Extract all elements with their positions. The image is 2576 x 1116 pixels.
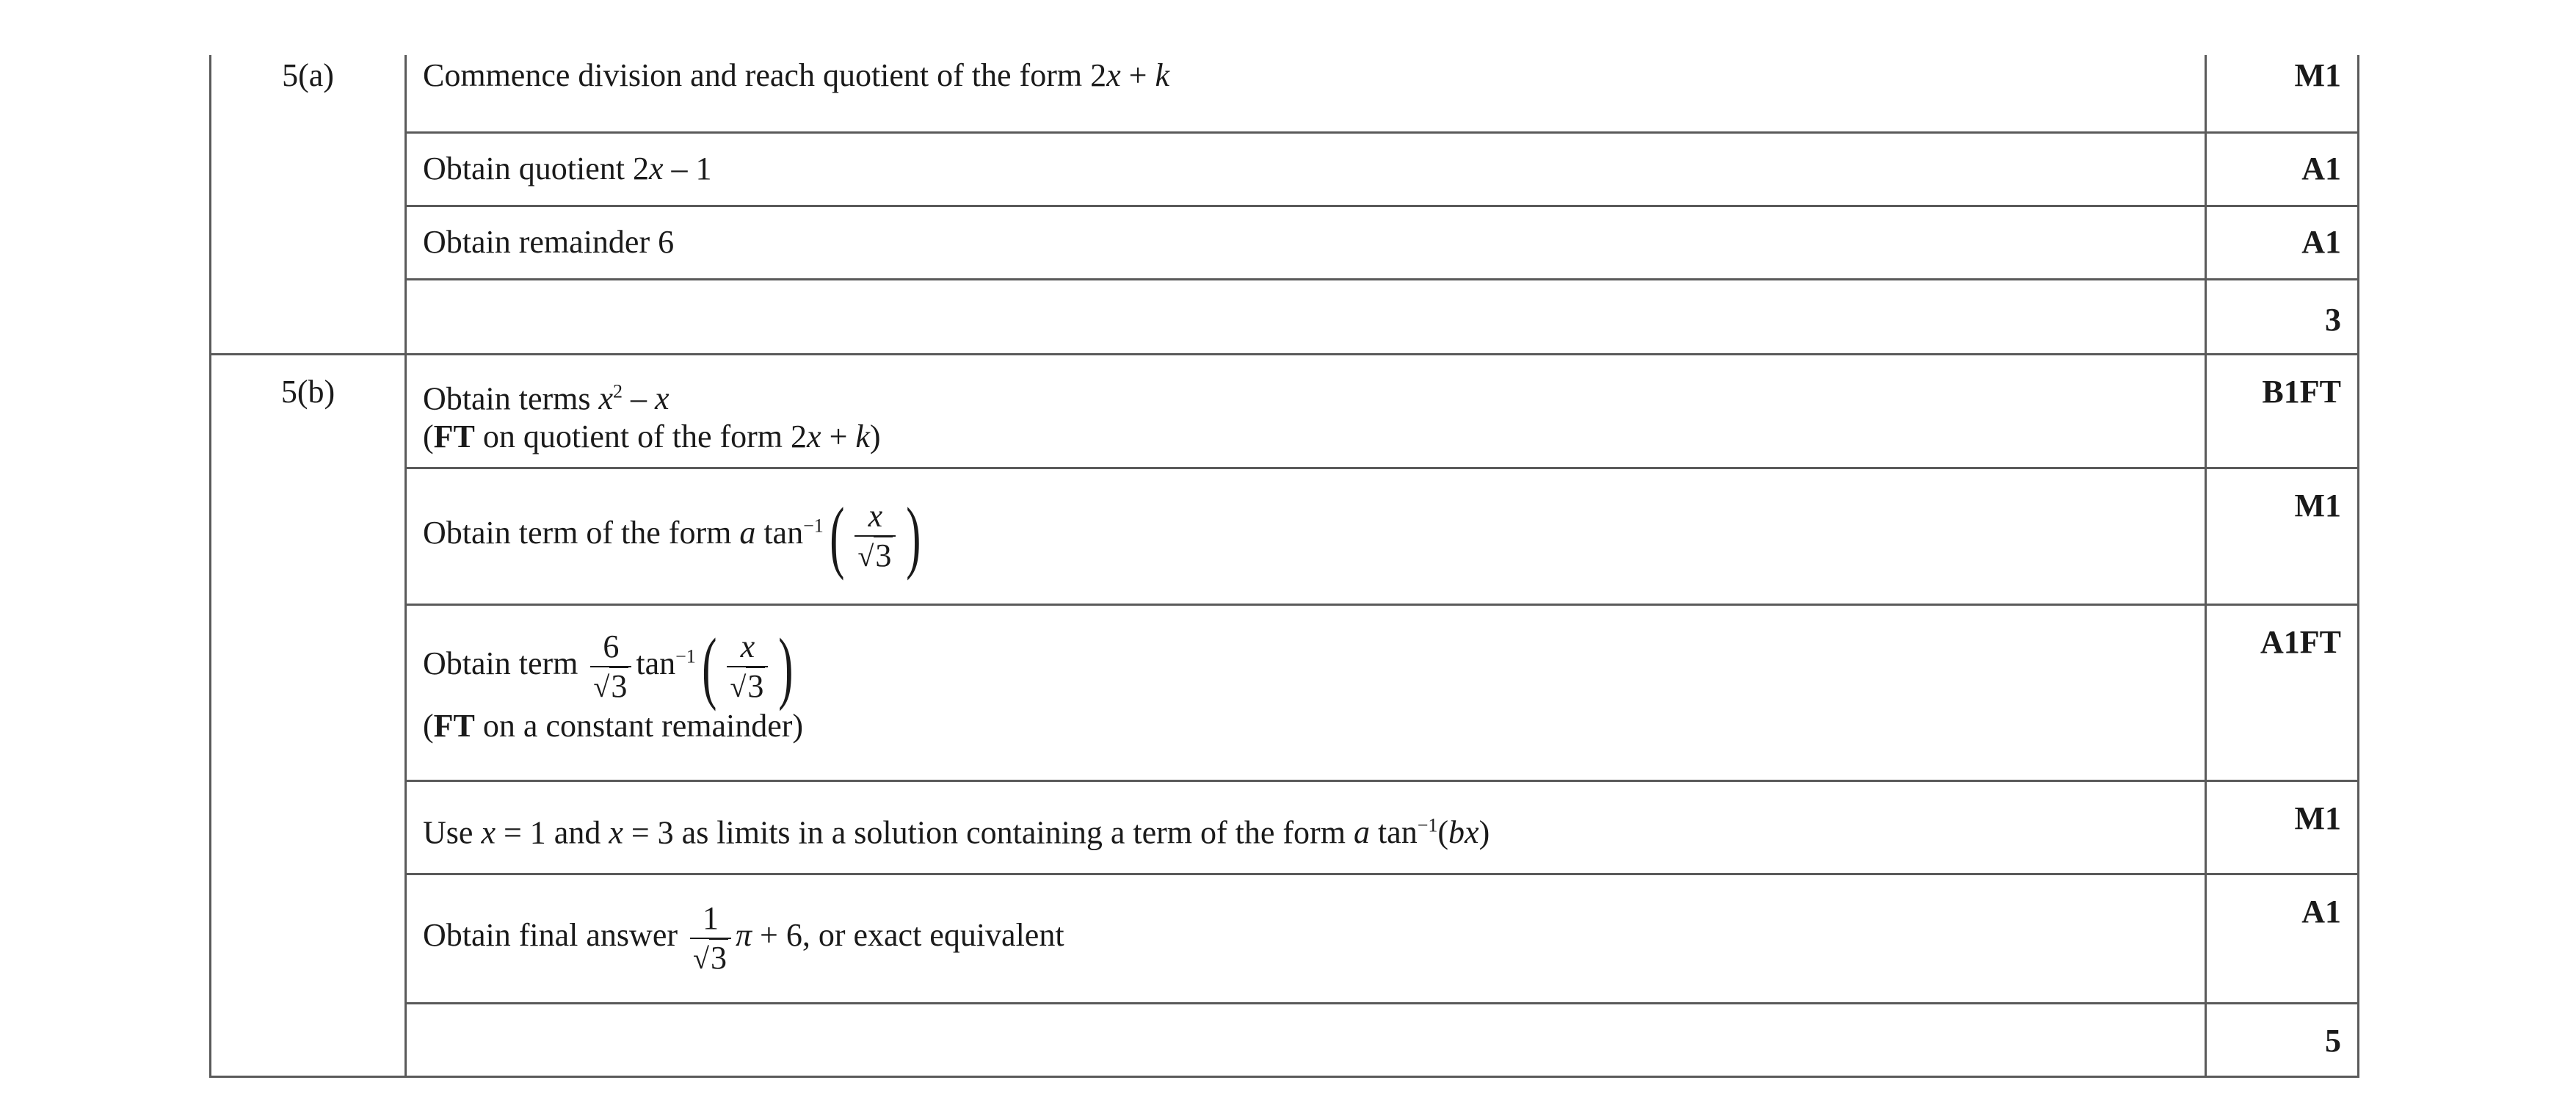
answer-text: Use x = 1 and x = 3 as limits in a solution containing a term of the form [423, 814, 1346, 851]
math-expression: 2x – 1 [632, 150, 712, 186]
answer-text: Commence division and reach quotient of the form [423, 57, 1083, 93]
answer-text: Obtain final answer [423, 917, 678, 954]
mark-cell: M1 [2206, 55, 2359, 132]
mark-cell: A1 [2206, 206, 2359, 279]
answer-text: Obtain term [423, 645, 578, 681]
ft-note: (FT on quotient of the form 2x + k) [423, 418, 881, 455]
table-row [211, 780, 2359, 874]
table-row [211, 468, 2359, 604]
table-row [211, 132, 2359, 206]
mark-cell: A1 [2206, 132, 2359, 206]
ft-note: (FT on a constant remainder) [423, 707, 804, 744]
answer-cell [406, 132, 2206, 206]
total-marks: 3 [2206, 279, 2359, 354]
mark-scheme-table [209, 55, 2359, 1078]
answer-cell [406, 354, 2206, 468]
answer-cell [406, 874, 2206, 1003]
answer-text: Obtain quotient [423, 150, 625, 186]
question-number: 5(b) [211, 354, 406, 1076]
table-row [211, 604, 2359, 780]
table-row [211, 354, 2359, 468]
answer-text: Obtain term of the form [423, 515, 732, 551]
math-expression: $x^2$ – x [598, 380, 670, 417]
answer-cell [406, 279, 2206, 354]
table-row [211, 55, 2359, 132]
mark-cell: M1 [2206, 780, 2359, 874]
total-marks: 5 [2206, 1003, 2359, 1076]
answer-cell [406, 55, 2206, 132]
mark-cell: B1FT [2206, 354, 2359, 468]
mark-cell: M1 [2206, 468, 2359, 604]
answer-text: Obtain terms [423, 380, 591, 417]
math-expression: $\frac{1}{√3}$ π + 6 [686, 917, 802, 953]
table-row [211, 279, 2359, 354]
table-row [211, 1003, 2359, 1076]
mark-cell: A1 [2206, 874, 2359, 1003]
answer-cell [406, 604, 2206, 780]
table-row [211, 874, 2359, 1003]
math-expression: 2x + k [1090, 57, 1169, 93]
mark-cell: A1FT [2206, 604, 2359, 780]
answer-cell [406, 1003, 2206, 1076]
math-expression: $\frac{6}{√3}$ $\tan^{-1}$( $\frac{x}{√3}$ ) [586, 645, 799, 681]
table-row [211, 206, 2359, 279]
answer-cell [406, 468, 2206, 604]
math-expression: a $\tan^{-1}$( $\frac{x}{√3}$ ) [739, 491, 921, 581]
answer-suffix: , or exact equivalent [802, 917, 1064, 954]
answer-cell [406, 780, 2206, 874]
answer-cell: Obtain remainder 6 [406, 206, 2206, 279]
math-expression: a $\tan^{-1}(bx)$ [1353, 814, 1490, 851]
question-number: 5(a) [211, 55, 406, 354]
